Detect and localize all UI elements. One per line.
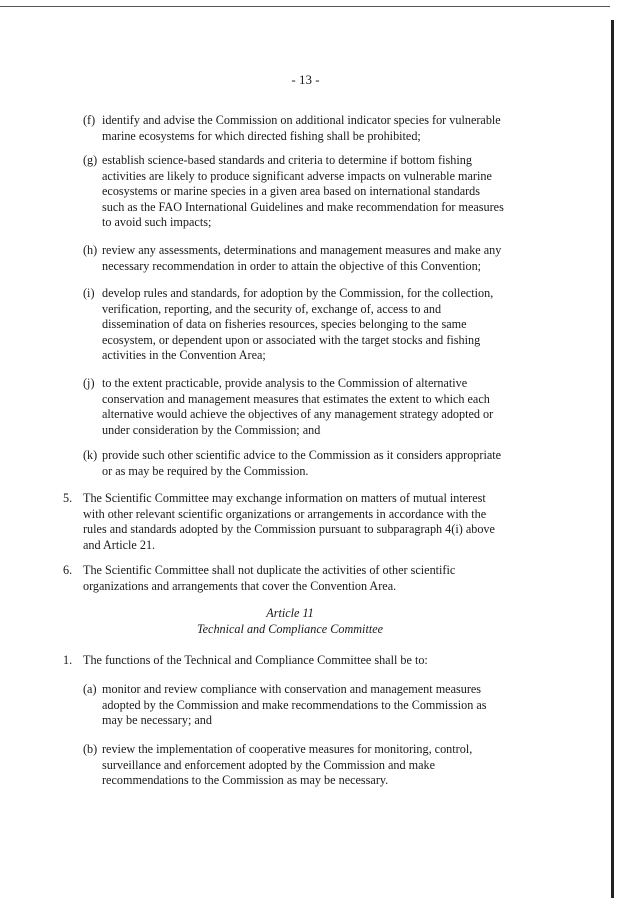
item-text — [83, 243, 523, 274]
text-line: ecosystems or marine species in a given area based on international standards — [102, 184, 481, 199]
item-text — [83, 153, 523, 231]
text-line: conservation and management measures that estimates the extent to which each — [102, 391, 490, 406]
text-line: The Scientific Committee shall not duplicate the activities of other scientific — [83, 563, 456, 577]
list-item-b — [83, 742, 523, 789]
article-title: Technical and Compliance Committee — [196, 621, 384, 636]
text-line: recommendations to the Commission as may be necessary. — [102, 773, 389, 788]
article-number: Article 11 — [266, 606, 314, 620]
item-text — [83, 742, 523, 789]
list-item-j — [83, 376, 523, 438]
text-line: surveillance and enforcement adopted by the Commission and make — [102, 757, 436, 772]
text-line: necessary recommendation in order to attain the objective of this Convention; — [102, 258, 482, 273]
text-line: activities in the Convention Area; — [102, 348, 266, 363]
text-line: rules and standards adopted by the Commission pursuant to subparagraph 4(i) above — [83, 522, 495, 537]
list-item-f — [83, 113, 523, 144]
item-marker: (f) — [83, 113, 96, 127]
text-line: and Article 21. — [83, 537, 156, 552]
text-line: organizations and arrangements that cover the Convention Area. — [83, 578, 397, 593]
paragraph-5 — [63, 491, 523, 553]
text-line: with other relevant scientific organizations or arrangements in accordance with the — [83, 506, 487, 521]
text-line: review the implementation of cooperative measures for monitoring, control, — [102, 742, 473, 756]
text-line: may be necessary; and — [102, 713, 212, 728]
text-line: monitor and review compliance with conservation and management measures — [102, 682, 482, 696]
article-paragraph-1 — [63, 653, 523, 669]
list-item-k — [83, 448, 523, 479]
text-line: to avoid such impacts; — [102, 215, 212, 230]
paragraph-marker: 5. — [63, 491, 73, 505]
text-line: adopted by the Commission and make recommendations to the Commission as — [102, 697, 487, 712]
item-text — [83, 376, 523, 438]
paragraph-text — [63, 563, 523, 594]
text-line: develop rules and standards, for adoption by the Commission, for the collection, — [102, 286, 494, 300]
text-line: activities are likely to produce significant adverse impacts on vulnerable marine — [102, 168, 492, 183]
text-line: provide such other scientific advice to the Commission as it considers appropriate — [102, 448, 502, 462]
list-item-h — [83, 243, 523, 274]
article-heading — [0, 606, 580, 637]
item-text — [83, 682, 523, 729]
text-line: under consideration by the Commission; and — [102, 422, 321, 437]
item-marker: (b) — [83, 742, 98, 756]
text-line: alternative would achieve the objectives of any management strategy adopted or — [102, 407, 494, 422]
item-marker: (g) — [83, 153, 98, 167]
paragraph-text — [63, 653, 523, 669]
text-line: dissemination of data on fisheries resources, species belonging to the same — [102, 317, 467, 332]
text-line: ecosystem, or dependent upon or associated with the target stocks and fishing — [102, 332, 481, 347]
item-text — [83, 286, 523, 364]
text-line: such as the FAO International Guidelines and make recommendation for measures — [102, 199, 504, 214]
scan-top-rule — [0, 6, 610, 7]
item-marker: (j) — [83, 376, 95, 390]
item-marker: (h) — [83, 243, 98, 257]
text-line: or as may be required by the Commission. — [102, 463, 309, 478]
text-line: review any assessments, determinations and management measures and make any — [102, 243, 502, 257]
text-line: establish science-based standards and criteria to determine if bottom fishing — [102, 153, 472, 167]
item-marker: (k) — [83, 448, 98, 462]
paragraph-marker: 6. — [63, 563, 73, 577]
item-text — [83, 448, 523, 479]
item-marker: (a) — [83, 682, 97, 696]
text-line: verification, reporting, and the security of, exchange of, access to and — [102, 301, 442, 316]
paragraph-6 — [63, 563, 523, 594]
text-line: The Scientific Committee may exchange information on matters of mutual interest — [83, 491, 486, 505]
paragraph-marker: 1. — [63, 653, 73, 667]
text-line: marine ecosystems for which directed fishing shall be prohibited; — [102, 128, 421, 143]
list-item-g — [83, 153, 523, 231]
item-marker: (i) — [83, 286, 95, 300]
text-line: to the extent practicable, provide analysis to the Commission of alternative — [102, 376, 468, 390]
list-item-i — [83, 286, 523, 364]
paragraph-text — [63, 491, 523, 553]
list-item-a — [83, 682, 523, 729]
item-text — [83, 113, 523, 144]
scan-right-edge — [611, 20, 614, 898]
page-number: - 13 - — [291, 72, 320, 87]
text-line: identify and advise the Commission on additional indicator species for vulnerable — [102, 113, 501, 127]
text-line: The functions of the Technical and Compliance Committee shall be to: — [83, 653, 428, 667]
